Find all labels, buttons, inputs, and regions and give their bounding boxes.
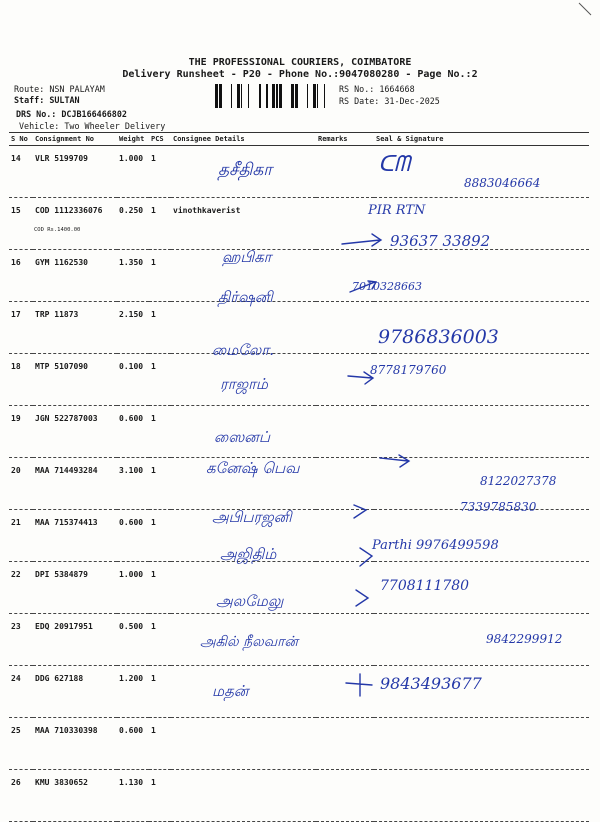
- barcode-bar: [259, 84, 261, 108]
- company-title: THE PROFESSIONAL COURIERS, COIMBATORE: [188, 57, 412, 68]
- row-sno: 14: [9, 146, 33, 198]
- row-consignment: KMU 3830652: [33, 770, 117, 822]
- drs-line: DRS No.: DCJB166466802: [16, 109, 127, 119]
- row-weight: 1.000: [117, 146, 149, 198]
- row-weight: 0.250: [117, 198, 149, 250]
- vehicle-line: Vehicle: Two Wheeler Delivery: [19, 121, 166, 131]
- handwritten-name: தசீதிகா: [218, 160, 273, 180]
- row-consignee: [171, 718, 316, 770]
- barcode-bar: [317, 84, 318, 108]
- handwritten-signature: ᑕᗰ: [378, 152, 410, 177]
- row-remarks: [316, 510, 374, 562]
- handwritten-name: அபிபரஜனி: [212, 508, 292, 526]
- barcode-bar: [276, 84, 278, 108]
- barcode-bar: [324, 84, 325, 108]
- barcode-bar: [219, 84, 222, 108]
- row-consignee: [171, 770, 316, 822]
- rs-number-line: RS No.: 1664668: [339, 84, 415, 94]
- handwritten-name: ஸைனப்: [214, 428, 271, 446]
- row-sno: 19: [9, 406, 33, 458]
- row-remarks: [316, 302, 374, 354]
- barcode-bar: [266, 84, 268, 108]
- handwritten-phone: 7339785830: [460, 500, 537, 514]
- barcode-bar: [272, 84, 275, 108]
- handwritten-note: PIR RTN: [368, 203, 426, 218]
- row-weight: 0.600: [117, 406, 149, 458]
- handwritten-name: ராஜாம்: [220, 375, 269, 393]
- table-row: [9, 302, 589, 354]
- row-pcs: 1: [149, 406, 171, 458]
- row-consignment: JGN 522787003: [33, 406, 117, 458]
- handwritten-phone: 7010328663: [352, 280, 422, 293]
- row-sno: 15: [9, 198, 33, 250]
- barcode-bar: [307, 84, 308, 108]
- row-remarks: [316, 562, 374, 614]
- handwritten-phone: 8122027378: [480, 474, 557, 488]
- row-pcs: 1: [149, 666, 171, 718]
- table-row: [9, 666, 589, 718]
- row-consignment: MAA 710330398: [33, 718, 117, 770]
- table-row: [9, 354, 589, 406]
- row-weight: 3.100: [117, 458, 149, 510]
- handwritten-name: மைலோ.: [212, 341, 274, 359]
- barcode-bar: [295, 84, 298, 108]
- barcode-bar: [241, 84, 242, 108]
- handwritten-name: கனேஷ் பெவ: [206, 459, 300, 477]
- row-pcs: 1: [149, 770, 171, 822]
- row-pcs: 1: [149, 302, 171, 354]
- row-consignment: GYM 1162530: [33, 250, 117, 302]
- table-row: [9, 198, 589, 250]
- table-row: [9, 718, 589, 770]
- table-row: [9, 510, 589, 562]
- row-sno: 20: [9, 458, 33, 510]
- row-sno: 23: [9, 614, 33, 666]
- handwritten-phone: 93637 33892: [390, 232, 491, 250]
- handwritten-name: ஹபிகா: [222, 248, 272, 266]
- col-header-consignment: Consignment No: [33, 133, 117, 146]
- row-consignment: VLR 5199709: [33, 146, 117, 198]
- table-row: [9, 770, 589, 822]
- handwritten-phone: 9786836003: [378, 326, 499, 348]
- row-signature: [374, 510, 589, 562]
- row-sno: 26: [9, 770, 33, 822]
- row-signature: [374, 770, 589, 822]
- row-consignment: DDG 627188: [33, 666, 117, 718]
- handwritten-phone: 8778179760: [370, 363, 447, 377]
- runsheet-subtitle: Delivery Runsheet - P20 - Phone No.:9047080280 - Page No.:2: [122, 69, 478, 80]
- row-sno: 21: [9, 510, 33, 562]
- col-header-weight: Weight: [117, 133, 149, 146]
- row-consignment: MTP 5107090: [33, 354, 117, 406]
- row-weight: 0.100: [117, 354, 149, 406]
- col-header-remarks: Remarks: [316, 133, 374, 146]
- table-row: [9, 406, 589, 458]
- handwritten-phone: 9842299912: [486, 632, 563, 646]
- barcode-bar: [231, 84, 232, 108]
- row-consignment: TRP 11873: [33, 302, 117, 354]
- row-weight: 2.150: [117, 302, 149, 354]
- row-consignment: MAA 715374413: [33, 510, 117, 562]
- row-weight: 1.200: [117, 666, 149, 718]
- row-pcs: 1: [149, 250, 171, 302]
- handwritten-name: அலமேலு: [216, 592, 284, 610]
- route-line: Route: NSN PALAYAM: [14, 84, 105, 94]
- col-header-consignee: Consignee Details: [171, 133, 316, 146]
- row-sno: 24: [9, 666, 33, 718]
- handwritten-name: மதன்: [212, 682, 249, 700]
- row-remarks: [316, 250, 374, 302]
- row-pcs: 1: [149, 562, 171, 614]
- row-weight: 0.600: [117, 510, 149, 562]
- row-signature: [374, 406, 589, 458]
- row-remarks: [316, 770, 374, 822]
- rs-date-line: RS Date: 31-Dec-2025: [339, 96, 440, 106]
- row-pcs: 1: [149, 614, 171, 666]
- row-sno: 22: [9, 562, 33, 614]
- row-remarks: [316, 146, 374, 198]
- row-remarks: [316, 718, 374, 770]
- row-consignment: COD 1112336076 COD Rs.1400.00: [33, 198, 117, 250]
- barcode-bar: [291, 84, 294, 108]
- scan-corner-mark: [578, 2, 592, 16]
- col-header-pcs: PCS: [149, 133, 171, 146]
- row-pcs: 1: [149, 146, 171, 198]
- handwritten-phone: 9843493677: [380, 674, 482, 693]
- row-remarks: [316, 458, 374, 510]
- handwritten-name: அஜிதிம்: [220, 545, 277, 563]
- row-weight: 1.130: [117, 770, 149, 822]
- row-remarks: [316, 198, 374, 250]
- barcode: [215, 84, 335, 108]
- handwritten-phone: 7708111780: [380, 578, 470, 594]
- handwritten-phone: 8883046664: [464, 176, 541, 190]
- table-header-row: [9, 133, 589, 146]
- row-remarks: [316, 406, 374, 458]
- row-sno: 18: [9, 354, 33, 406]
- row-pcs: 1: [149, 458, 171, 510]
- handwritten-name: அகில் நீலவான்: [200, 634, 298, 650]
- barcode-bar: [248, 84, 249, 108]
- row-pcs: 1: [149, 510, 171, 562]
- row-remarks: [316, 614, 374, 666]
- row-weight: 0.500: [117, 614, 149, 666]
- barcode-bar: [215, 84, 218, 108]
- row-weight: 1.350: [117, 250, 149, 302]
- row-pcs: 1: [149, 354, 171, 406]
- row-weight: 1.000: [117, 562, 149, 614]
- row-pcs: 1: [149, 198, 171, 250]
- row-sno: 25: [9, 718, 33, 770]
- staff-line: Staff: SULTAN: [14, 95, 80, 105]
- row-signature: [374, 354, 589, 406]
- row-weight: 0.600: [117, 718, 149, 770]
- row-signature: [374, 718, 589, 770]
- barcode-bar: [313, 84, 316, 108]
- handwritten-phone: Parthi 9976499598: [372, 538, 499, 553]
- row-remarks: [316, 354, 374, 406]
- row-consignment: EDQ 20917951: [33, 614, 117, 666]
- cod-amount: COD Rs.1400.00: [34, 227, 81, 233]
- table-row: [9, 250, 589, 302]
- row-consignment: MAA 714493284: [33, 458, 117, 510]
- handwritten-name: திர்ஷனி: [218, 288, 273, 306]
- table-row: [9, 562, 589, 614]
- row-signature: [374, 250, 589, 302]
- col-header-sno: S No: [9, 133, 33, 146]
- barcode-bar: [237, 84, 240, 108]
- row-sno: 17: [9, 302, 33, 354]
- row-sno: 16: [9, 250, 33, 302]
- row-remarks: [316, 666, 374, 718]
- row-consignment: DPI 5384879: [33, 562, 117, 614]
- col-header-signature: Seal & Signature: [374, 133, 589, 146]
- barcode-bar: [279, 84, 282, 108]
- row-pcs: 1: [149, 718, 171, 770]
- row-consignee: vinothkaverist: [171, 198, 316, 250]
